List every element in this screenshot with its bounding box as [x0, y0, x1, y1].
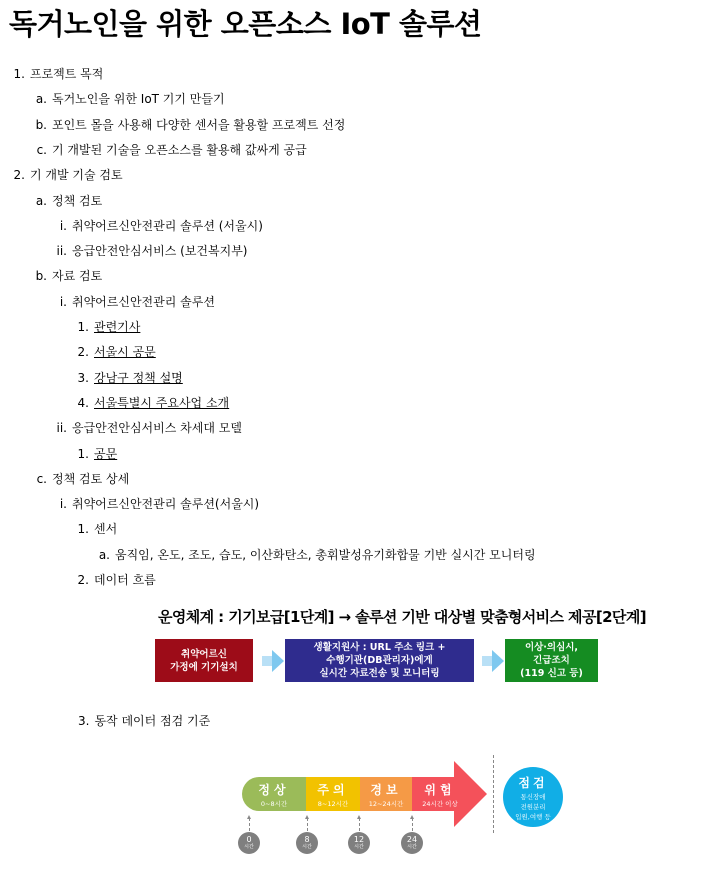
tick-badge	[401, 832, 423, 854]
outline-item	[33, 268, 102, 284]
outline-marker: 4.	[77, 396, 89, 410]
box-line: 이상·의심시,	[524, 642, 579, 653]
outline-item[interactable]	[77, 446, 117, 462]
outline-marker: 1.	[77, 320, 89, 334]
outline-text: 독거노인을 위한 IoT 기기 만들기	[52, 92, 225, 106]
outline-text: 응급안전안심서비스 (보건복지부)	[72, 244, 248, 258]
stage-caution	[306, 777, 360, 811]
outline-marker: 3.	[78, 714, 90, 728]
stage-name: 주의	[317, 783, 349, 797]
outline-item	[12, 167, 123, 183]
page-title: 독거노인을 위한 오픈소스 IoT 솔루션	[9, 7, 482, 41]
outline-marker: 1.	[13, 67, 25, 81]
outline-item	[55, 218, 263, 234]
outline-marker: c.	[36, 143, 47, 157]
outline-marker: i.	[59, 295, 67, 309]
outline-item	[33, 193, 102, 209]
emergency-action-box	[505, 639, 598, 682]
tick-badge	[348, 832, 370, 854]
outline-link[interactable]: 관련기사	[94, 320, 141, 334]
stage-normal	[242, 777, 306, 811]
check-line: 전원분리	[520, 803, 546, 811]
outline-text: 프로젝트 목적	[30, 67, 104, 81]
outline-link[interactable]: 서울특별시 주요사업 소개	[94, 396, 230, 410]
outline-marker: c.	[36, 472, 47, 486]
outline-item	[98, 547, 536, 563]
outline-item	[33, 117, 345, 133]
check-line: 통신장애	[520, 793, 546, 801]
tick-unit: 시간	[354, 844, 364, 850]
outline-marker: 2.	[77, 345, 89, 359]
tick-line	[412, 818, 413, 831]
operation-system-title: 운영체계 : 기기보급[1단계] → 솔루션 기반 대상별 맞춤형서비스 제공[2단계]	[158, 608, 646, 626]
outline-marker: a.	[35, 92, 47, 106]
flow-chevron-icon	[482, 648, 504, 674]
outline-item[interactable]	[77, 395, 229, 411]
outline-item	[33, 471, 129, 487]
outline-marker: 3.	[77, 371, 89, 385]
outline-marker: 1.	[77, 522, 89, 536]
box-line: 생활지원사 : URL 주소 링크 +	[313, 642, 446, 653]
outline-marker: a.	[35, 194, 47, 208]
stage-name: 위험	[424, 783, 456, 797]
tick-value: 24	[406, 835, 418, 844]
stage-name: 경보	[370, 783, 402, 797]
outline-text: 동작 데이터 점검 기준	[94, 714, 211, 728]
outline-marker: b.	[35, 269, 47, 283]
tick-badge	[238, 832, 260, 854]
device-install-box	[155, 639, 253, 682]
outline-item[interactable]	[77, 370, 183, 386]
tick-unit: 시간	[302, 844, 312, 850]
outline-text: 자료 검토	[52, 269, 103, 283]
outline-text: 기 개발된 기술을 오픈소스를 활용해 값싸게 공급	[52, 143, 307, 157]
tick-value: 12	[353, 835, 365, 844]
tick-line	[249, 818, 250, 831]
tick-unit: 시간	[244, 844, 254, 850]
tick-value: 8	[304, 835, 310, 844]
box-line: 취약어르신	[181, 648, 227, 660]
outline-marker: i.	[59, 497, 67, 511]
outline-item	[55, 420, 242, 436]
outline-item	[33, 142, 307, 158]
tick-badge	[296, 832, 318, 854]
outline-item[interactable]	[77, 344, 156, 360]
outline-text: 정책 검토 상세	[52, 472, 130, 486]
box-line: (119 신고 등)	[520, 668, 583, 679]
monitoring-box	[285, 639, 474, 682]
outline-text: 데이터 흐름	[94, 573, 156, 587]
stage-hours: 0~8시간	[260, 800, 288, 808]
check-title: 점검	[518, 776, 548, 790]
divider-line	[493, 755, 494, 833]
tick-line	[307, 818, 308, 831]
stage-hours: 12~24시간	[368, 800, 404, 808]
outline-marker: ii.	[56, 421, 67, 435]
outline-text: 취약어르신안전관리 솔루션 (서울시)	[72, 219, 263, 233]
outline-text: 정책 검토	[52, 194, 103, 208]
outline-text: 포인트 몰을 사용해 다양한 센서을 활용할 프로젝트 선정	[52, 118, 346, 132]
outline-item	[78, 713, 210, 729]
outline-text: 센서	[94, 522, 118, 536]
outline-text: 취약어르신안전관리 솔루션(서울시)	[72, 497, 260, 511]
stage-name: 정상	[258, 783, 290, 797]
outline-text: 취약어르신안전관리 솔루션	[72, 295, 215, 309]
outline-item	[55, 243, 247, 259]
outline-item	[33, 91, 225, 107]
stage-hours: 24시간 이상	[422, 800, 458, 808]
flow-chevron-icon	[262, 648, 284, 674]
outline-marker: 1.	[77, 447, 89, 461]
check-circle	[503, 767, 563, 827]
outline-text: 기 개발 기술 검토	[30, 168, 123, 182]
outline-marker: a.	[98, 548, 110, 562]
outline-marker: 2.	[13, 168, 25, 182]
outline-link[interactable]: 강남구 정책 설명	[94, 371, 183, 385]
tick-line	[359, 818, 360, 831]
outline-item	[77, 521, 117, 537]
outline-item	[55, 294, 215, 310]
check-line: 입원,여행 등	[515, 813, 551, 821]
box-line: 실시간 자료전송 및 모니터링	[319, 668, 440, 679]
outline-marker: b.	[35, 118, 47, 132]
outline-marker: 2.	[77, 573, 89, 587]
outline-text: 움직임, 온도, 조도, 습도, 이산화탄소, 총휘발성유기화합물 기반 실시간 모니터링	[115, 548, 536, 562]
outline-item	[77, 572, 156, 588]
tick-value: 0	[246, 835, 252, 844]
outline-link[interactable]: 서울시 공문	[94, 345, 156, 359]
tick-unit: 시간	[407, 844, 417, 850]
outline-item[interactable]	[77, 319, 140, 335]
stage-danger	[412, 777, 468, 811]
box-line: 긴급조치	[533, 655, 570, 666]
outline-marker: i.	[59, 219, 67, 233]
box-line: 수행기관(DB관리자)에게	[326, 655, 433, 666]
outline-item	[12, 66, 103, 82]
stage-alert	[360, 777, 412, 811]
outline-text: 응급안전안심서비스 차세대 모델	[72, 421, 242, 435]
stage-hours: 8~12시간	[317, 800, 349, 808]
outline-link[interactable]: 공문	[94, 447, 118, 461]
outline-item	[55, 496, 259, 512]
outline-marker: ii.	[56, 244, 67, 258]
box-line: 가정에 기기설치	[170, 661, 238, 673]
